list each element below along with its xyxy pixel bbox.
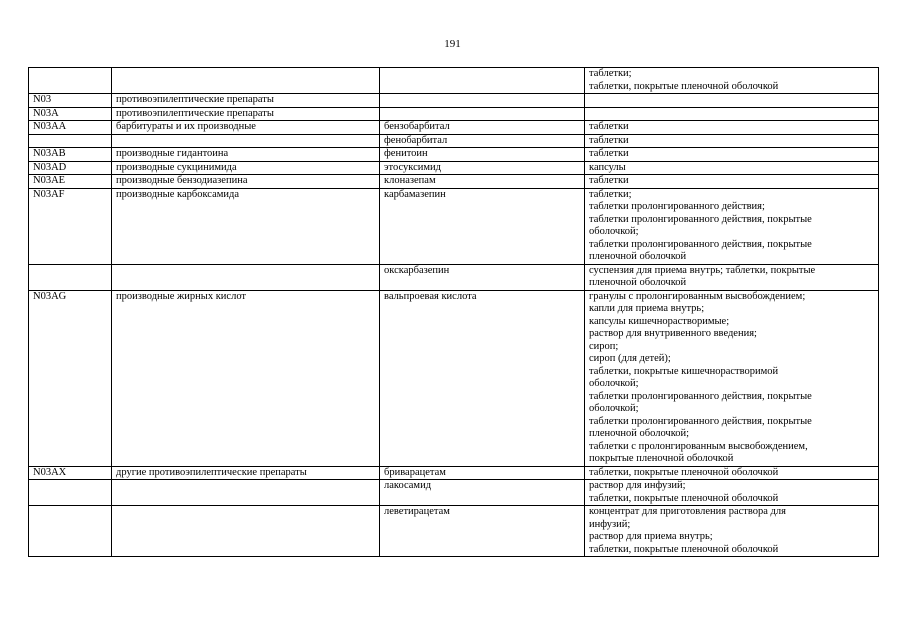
dosage-form-line: покрытые пленочной оболочкой	[589, 453, 734, 464]
dosage-form-cell	[585, 134, 879, 148]
group-name-cell	[112, 480, 380, 506]
atc-code-cell: N03AA	[29, 121, 112, 135]
dosage-form-line: суспензия для приема внутрь; таблетки, покрытые	[589, 264, 816, 276]
dosage-form-line: пленочной оболочкой;	[589, 428, 690, 439]
dosage-form-line: раствор для приема внутрь;	[589, 531, 713, 542]
drug-name-cell: вальпроевая кислота	[380, 290, 585, 466]
group-name-cell	[112, 134, 380, 148]
dosage-form-cell	[585, 264, 879, 290]
dosage-form-line: таблетки, покрытые кишечнорастворимой	[589, 365, 779, 377]
dosage-form-cell	[585, 188, 879, 264]
table-row	[29, 506, 879, 557]
dosage-form-line: сироп;	[589, 340, 619, 352]
dosage-form-line: пленочной оболочкой	[589, 277, 687, 288]
table-row	[29, 94, 879, 108]
dosage-form-line: сироп (для детей);	[589, 353, 671, 364]
dosage-form-line: таблетки	[589, 121, 629, 132]
dosage-form-line: таблетки, покрытые пленочной оболочкой	[589, 80, 779, 92]
table-row	[29, 68, 879, 94]
drug-name-cell	[380, 94, 585, 108]
dosage-form-line: капсулы	[589, 161, 626, 173]
table-row	[29, 480, 879, 506]
group-name-cell: барбитураты и их производные	[112, 121, 380, 135]
table-row	[29, 175, 879, 189]
dosage-form-line: оболочкой;	[589, 378, 639, 389]
atc-code-cell: N03	[29, 94, 112, 108]
atc-code-cell: N03AE	[29, 175, 112, 189]
dosage-form-cell	[585, 94, 879, 108]
group-name-cell: противоэпилептические препараты	[112, 94, 380, 108]
group-name-cell	[112, 264, 380, 290]
dosage-form-line: гранулы с пролонгированным высвобождением;	[589, 290, 806, 302]
dosage-form-line: таблетки, покрытые пленочной оболочкой	[589, 466, 779, 478]
dosage-form-cell	[585, 480, 879, 506]
atc-code-cell: N03AG	[29, 290, 112, 466]
dosage-form-line: концентрат для приготовления раствора для	[589, 506, 786, 517]
atc-code-cell	[29, 506, 112, 557]
dosage-form-line: таблетки пролонгированного действия, покрытые	[589, 213, 812, 225]
table-row	[29, 107, 879, 121]
group-name-cell: производные гидантоина	[112, 148, 380, 162]
dosage-form-line: таблетки	[589, 148, 629, 159]
dosage-form-cell	[585, 148, 879, 162]
dosage-form-line: таблетки, покрытые пленочной оболочкой	[589, 492, 779, 504]
dosage-form-cell	[585, 68, 879, 94]
group-name-cell	[112, 68, 380, 94]
dosage-form-line: таблетки	[589, 134, 629, 146]
dosage-form-cell	[585, 466, 879, 480]
dosage-form-line: таблетки;	[589, 68, 632, 79]
group-name-cell	[112, 506, 380, 557]
group-name-cell: противоэпилептические препараты	[112, 107, 380, 121]
drug-name-cell: лакосамид	[380, 480, 585, 506]
dosage-form-cell	[585, 161, 879, 175]
table-row	[29, 134, 879, 148]
dosage-form-line: таблетки с пролонгированным высвобождением,	[589, 440, 808, 452]
group-name-cell: производные карбоксамида	[112, 188, 380, 264]
dosage-form-line: таблетки пролонгированного действия, покрытые	[589, 238, 812, 250]
dosage-form-cell	[585, 121, 879, 135]
group-name-cell: производные бензодиазепина	[112, 175, 380, 189]
table-row	[29, 264, 879, 290]
table-row	[29, 290, 879, 466]
dosage-form-line: таблетки пролонгированного действия, покрытые	[589, 415, 812, 427]
drug-name-cell: леветирацетам	[380, 506, 585, 557]
table-row	[29, 161, 879, 175]
drug-name-cell: фенитоин	[380, 148, 585, 162]
dosage-form-line: таблетки	[589, 175, 629, 186]
dosage-form-line: инфузий;	[589, 518, 631, 530]
dosage-form-line: оболочкой;	[589, 226, 639, 237]
table-body	[29, 68, 879, 557]
drug-name-cell: фенобарбитал	[380, 134, 585, 148]
atc-code-cell: N03AD	[29, 161, 112, 175]
table-row	[29, 188, 879, 264]
atc-code-cell: N03AB	[29, 148, 112, 162]
drug-name-cell: окскарбазепин	[380, 264, 585, 290]
table-row	[29, 148, 879, 162]
drug-table	[28, 67, 879, 557]
atc-code-cell: N03A	[29, 107, 112, 121]
table-row	[29, 466, 879, 480]
atc-code-cell	[29, 264, 112, 290]
drug-name-cell: клоназепам	[380, 175, 585, 189]
group-name-cell: производные сукцинимида	[112, 161, 380, 175]
dosage-form-line: капли для приема внутрь;	[589, 303, 705, 314]
atc-code-cell	[29, 480, 112, 506]
atc-code-cell: N03AF	[29, 188, 112, 264]
drug-name-cell: карбамазепин	[380, 188, 585, 264]
dosage-form-line: таблетки пролонгированного действия;	[589, 201, 765, 212]
drug-name-cell: бриварацетам	[380, 466, 585, 480]
table-row	[29, 121, 879, 135]
dosage-form-cell	[585, 506, 879, 557]
group-name-cell: другие противоэпилептические препараты	[112, 466, 380, 480]
dosage-form-cell	[585, 107, 879, 121]
atc-code-cell	[29, 134, 112, 148]
atc-code-cell	[29, 68, 112, 94]
dosage-form-line: раствор для внутривенного введения;	[589, 328, 757, 339]
dosage-form-line: таблетки, покрытые пленочной оболочкой	[589, 543, 779, 555]
drug-name-cell	[380, 68, 585, 94]
drug-name-cell	[380, 107, 585, 121]
dosage-form-cell	[585, 290, 879, 466]
dosage-form-line: оболочкой;	[589, 403, 639, 414]
dosage-form-line: пленочной оболочкой	[589, 251, 687, 262]
dosage-form-cell	[585, 175, 879, 189]
group-name-cell: производные жирных кислот	[112, 290, 380, 466]
drug-name-cell: бензобарбитал	[380, 121, 585, 135]
dosage-form-line: раствор для инфузий;	[589, 480, 686, 491]
drug-name-cell: этосуксимид	[380, 161, 585, 175]
dosage-form-line: таблетки пролонгированного действия, покрытые	[589, 390, 812, 402]
dosage-form-line: таблетки;	[589, 188, 632, 200]
page-number: 191	[444, 38, 461, 50]
atc-code-cell: N03AX	[29, 466, 112, 480]
dosage-form-line: капсулы кишечнорастворимые;	[589, 315, 730, 327]
